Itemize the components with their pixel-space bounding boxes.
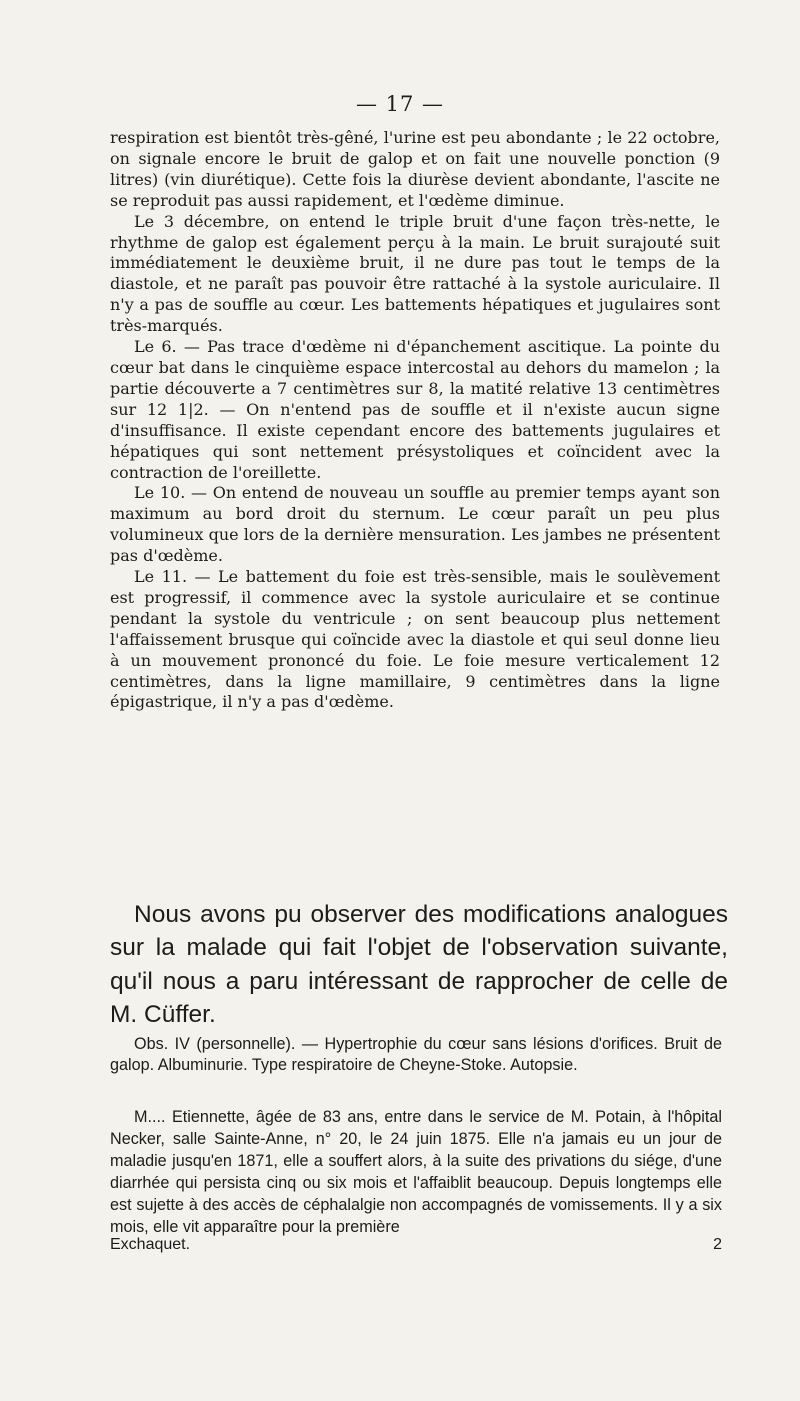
page-footer xyxy=(110,1236,722,1254)
observation-title: Obs. IV (personnelle). — Hypertrophie du cœur sans lésions d'orifices. Bruit de galop. Albuminurie. Type respiratoire de Cheyne-Stoke. Autopsie. xyxy=(110,1035,722,1074)
section-intro-heading: Nous avons pu observer des modifications analogues sur la malade qui fait l'objet de l'observation suivante, qu'il nous a paru intéressant de rapprocher de celle de M. Cüffer. xyxy=(110,901,728,1028)
paragraph-le-6: Le 6. — Pas trace d'œdème ni d'épanchement ascitique. La pointe du cœur bat dans le cinquième espace intercostal au dehors du mamelon ; la partie découverte a 7 centimètres sur 8, la matité relative 13 centimètres sur 12 1|2. — On n'entend pas de souffle et il n'existe aucun signe d'insuffisance. Il existe cependant encore des battements jugulaires et hépatiques qui sont nettement présystoliques et coïncident avec la contraction de l'oreillette. xyxy=(110,337,720,482)
body-text xyxy=(110,128,720,713)
paragraph-le-11: Le 11. — Le battement du foie est très-sensible, mais le soulèvement est progressif, il commence avec la systole auriculaire et se continue pendant la systole du ventricule ; on sent beaucoup plus nettement l'affaissement brusque qui coïncide avec la diastole et qui seul donne lieu à un mouvement prononcé du foie. Le foie mesure verticalement 12 centimètres, dans la ligne mamillaire, 9 centimètres dans la ligne épigastrique, il n'y a pas d'œdème. xyxy=(110,567,720,712)
paragraph-le-10: Le 10. — On entend de nouveau un souffle au premier temps ayant son maximum au bord droit du sternum. Le cœur paraît un peu plus volumineux que lors de la dernière mensuration. Les jambes ne présentent pas d'œdème. xyxy=(110,483,720,566)
paragraph-continuation: respiration est bientôt très-gêné, l'urine est peu abondante ; le 22 octobre, on signale encore le bruit de galop et on fait une nouvelle ponction (9 litres) (vin diurétique). Cette fois la diurèse devient abondante, l'ascite ne se reproduit pas aussi rapidement, et l'œdème diminue. xyxy=(110,128,720,210)
signature-mark: 2 xyxy=(713,1236,722,1253)
printer-signature: Exchaquet. xyxy=(110,1236,191,1253)
observation-body: M.... Etiennette, âgée de 83 ans, entre dans le service de M. Potain, à l'hôpital Necker, salle Sainte-Anne, n° 20, le 24 juin 1875. Elle n'a jamais eu un jour de maladie jusqu'en 1871, elle a souffert alors, à la suite des privations du siége, d'une diarrhée qui persista cinq ou six mois et l'affaiblit beaucoup. Depuis longtemps elle est sujette à des accès de céphalalgie non accompagnés de vomissements. Il y a six mois, elle vit apparaître pour la première xyxy=(110,1108,722,1236)
paragraph-3-decembre: Le 3 décembre, on entend le triple bruit d'une façon très-nette, le rhythme de galop est également perçu à la main. Le bruit surajouté suit immédiatement le deuxième bruit, il ne dure pas tout le temps de la diastole, et ne paraît pas pouvoir être rattaché à la systole auriculaire. Il n'y a pas de souffle au cœur. Les battements hépatiques et jugulaires sont très-marqués. xyxy=(110,211,720,336)
page-number: — 17 — xyxy=(355,92,445,116)
